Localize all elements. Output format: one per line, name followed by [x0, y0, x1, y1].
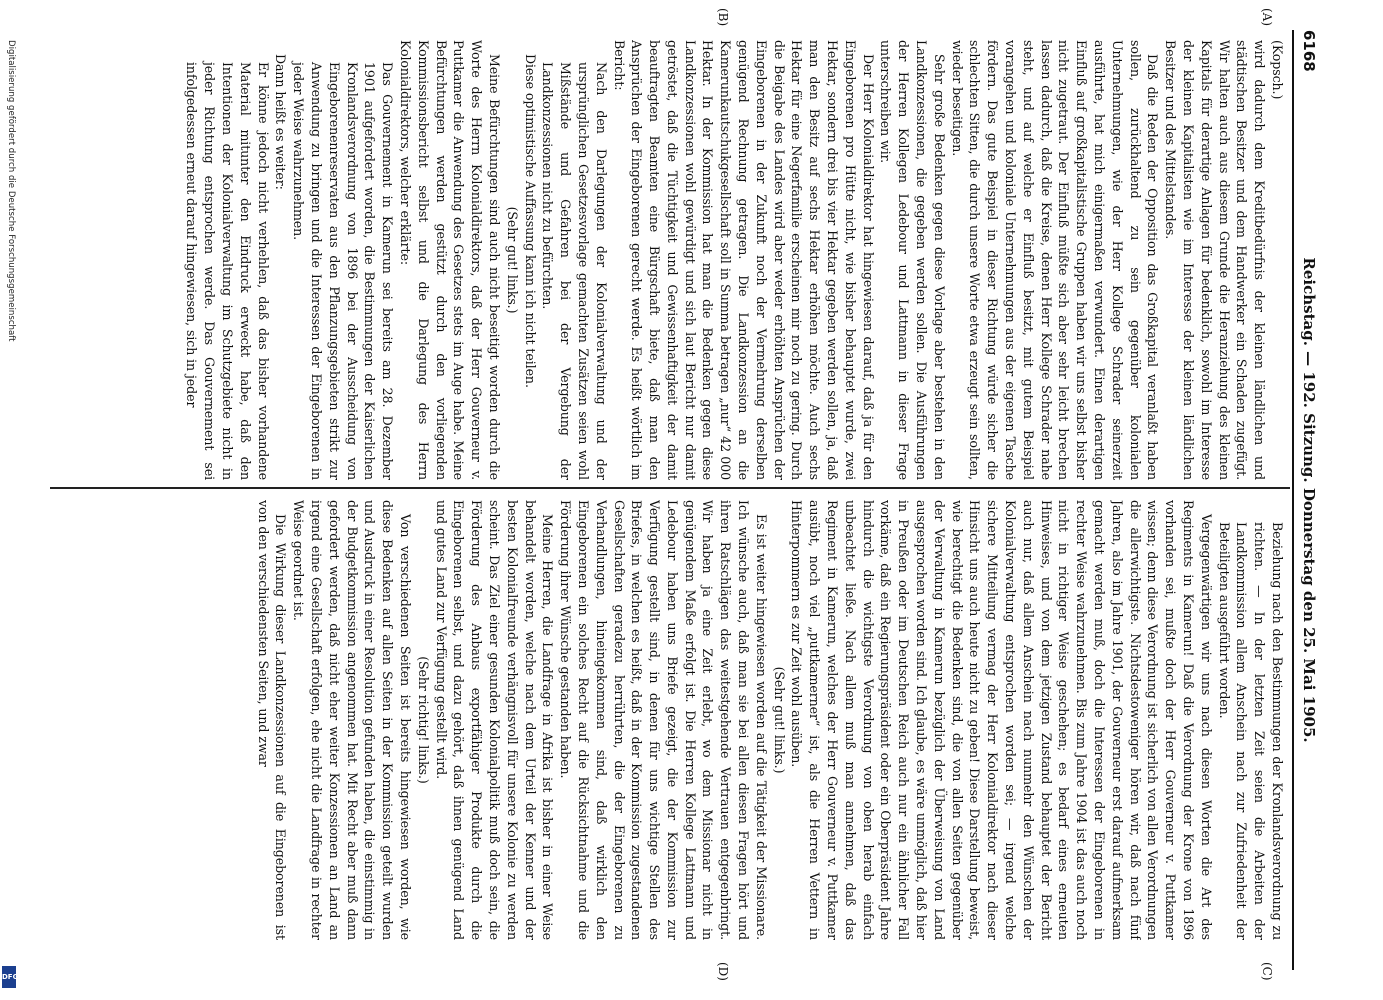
dfg-logo-icon: DFG	[2, 966, 16, 988]
paragraph: (Kopsch.)	[1270, 40, 1285, 100]
paragraph: Das Gouvernement in Kamerun sei bereits am 28. Dezember 1901 aufgefordert worden, die Bestimmungen der Kaiserlichen Kronlandsverordnung von 1896 bei der Ausscheidung von Eingeborenenreservaten aus den Pflanzungsgebieten strikt zur Anwendung zu bringen und die Interessen der Eingeborenen in jeder Weise wahrzunehmen.	[291, 62, 396, 480]
margin-marker-b: (B)	[716, 8, 730, 27]
paragraph: Beziehung nach den Bestimmungen der Kronlandsverordnung zu richten. — In der letzten Zeit seien die Arbeiten der Landkommission allem Anschein nach zur Zufriedenheit der Beteiligten ausgeführt worden.	[1216, 522, 1285, 940]
paragraph: (Sehr gut! links.)	[504, 206, 520, 314]
scanned-sheet	[30, 0, 1330, 1000]
paragraph: Von verschiedenen Seiten ist bereits hingewiesen worden, wie diese Bedenken auf allen Seiten in der Kommission geteilt wurden und Ausdruck in einer Resolution gefunden haben, die einstimmig in der Budgetkommission angenommen hat. Mit Recht aber muß dann gefordert werden, daß nicht eher weiter Konzessionen an Land an irgend eine Gesellschaft erfolgen, ehe nicht die Landfrage in rechter Weise geordnet ist.	[291, 500, 413, 940]
left-text-column	[56, 40, 1286, 480]
paragraph: Der Herr Kolonialdirektor hat hingewiesen darauf, daß ja für den Eingeborenen pro Hütte nicht, wie bisher behauptet wurde, zwei Hektar, sondern drei bis vier Hektar gegeben werden sollen, ja, daß man den Besitz auf sechs Hektar erhöhen möchte. Auch sechs Hektar für eine Negerfamilie erscheinen mir noch zu gering. Durch die Beigabe des Landes wird aber weder erhöhten Ansprüchen der Eingeborenen in der Zukunft noch der Vermehrung derselben genügend Rechnung getragen. Die Landkonzession an die Kamerunkautschukgesellschaft soll in Summa betragen „nur“ 42 000 Hektar. In der Kommission hat man die Bedenken gegen diese Landkonzessionen wohl gewürdigt und sich laut Bericht nur damit getröstet, daß die Tüchtigkeit und Gewissenhaftigkeit der damit beauftragten Beamten eine Bürgschaft biete, daß man den Ansprüchen der Eingeborenen gerecht werde. Es heißt wörtlich im Bericht:	[611, 40, 876, 480]
paragraph: Dann heißt es weiter:	[273, 54, 289, 190]
page-title: Reichstag. — 192. Sitzung. Donnerstag den 25. Mai 1905.	[1300, 257, 1318, 743]
paragraph: Meine Herren, die Landfrage in Afrika ist bisher in einer Weise behandelt worden, welche nach dem Urteil der Kenner und der besten Kolonialfreunde verhängnisvoll für unsere Kolonie zu werden scheint. Das Ziel einer gesunden Kolonialpolitik muß doch sein, die Förderung des Anbaus exportfähiger Produkte durch die Eingeborenen selbst, und dazu gehört, daß ihnen genügend Land und gutes Land zur Verfügung gestellt wird.	[433, 500, 556, 940]
page-header	[1292, 30, 1320, 970]
margin-marker-a: (A)	[1260, 8, 1274, 27]
paragraph: Vergegenwärtigen wir uns nach diesen Worten die Art des Regiments in Kamerun! Daß die Verordnung der Krone von 1896 vorhanden sei, mußte doch der Herr Gouverneur v. Puttkamer wissen; denn diese Verordnung ist sicherlich von allen Verordnungen die allerwichtigste. Nichtsdestoweniger hören wir, daß nach fünf Jahren, also im Jahre 1901, der Gouverneur erst darauf aufmerksam gemacht werden muß, doch die Interessen der Eingeborenen in rechter Weise wahrzunehmen. Bis zum Jahre 1904 ist das auch noch nicht in richtiger Weise geschehen; es bedarf eines erneuten Hinweises, und von dem jetzigen Zustand behauptet der Bericht auch nur, daß allem Anschein nach nunmehr den Wünschen der Kolonialverwaltung entsprochen worden sei; — irgend welche sichere Mitteilung vermag der Herr Kolonialdirektor nach dieser Hinsicht uns auch heute nicht zu geben! Diese Darstellung beweist, wie berechtigt die Bedenken sind, die von allen Seiten gegenüber der Verwaltung in Kamerun bezüglich der Überweisung von Land ausgesprochen worden sind. Ich glaube, es wäre unmöglich, daß hier in Preußen oder im Deutschen Reich auch nur ein ähnlicher Fall vorkäme, daß ein Regierungspräsident oder ein Oberpräsident Jahre hindurch die wichtigste Verordnung von oben herab einfach unbeachtet ließe. Nach allem muß man annehmen, daß das Regiment in Kamerun, welches der Herr Gouverneur v. Puttkamer ausübt, noch viel „puttkamerner“ ist, als die Herren Vettern in Hinterpommern es zur Zeit wohl ausüben.	[789, 500, 1214, 940]
margin-marker-c: (C)	[1260, 962, 1274, 981]
column-divider	[50, 487, 1290, 489]
paragraph: Es ist weiter hingewiesen worden auf die Tätigkeit der Missionare. Ich wünsche auch, daß man sie bei allen diesen Fragen hört und ihren Ratschlägen das weitestgehende Vertrauen entgegenbringt. Wir haben ja eine Zeit erlebt, wo dem Missionar nicht in genügendem Maße erfolgt ist. Die Herren Kollege Lattmann und Ledebour haben uns Briefe gezeigt, die der Kommission zur Verfügung gestellt sind, in denen für uns wichtige Stellen des Briefes, in welchen es heißt, daß in der Kommission zugestandenen Gesellschaften geradezu herrührten, die der Eingeborenen zu Verhandlungen, hineingekommen sind, daß wirklich den Eingeborenen ein solches Recht auf die Rücksichtnahme und die Förderung ihrer Wünsche gestanden haben.	[558, 500, 769, 940]
paragraph: Er könne jedoch nicht verhehlen, daß das bisher vorhandene Material mitunter den Eindruck erweckt habe, daß den Intentionen der Kolonialverwaltung im Schutzgebiete nicht in jeder Richtung entsprochen werde. Das Gouvernement sei infolgedessen erneut darauf hingewiesen, sich in jeder	[184, 62, 271, 480]
paragraph: Diese optimistische Auffassung kann ich nicht teilen.	[522, 54, 538, 388]
right-text-column	[56, 500, 1286, 940]
paragraph: (Sehr gut! links.)	[771, 666, 787, 774]
paragraph: Daß die Reden der Opposition das Großkapital veranlaßt haben sollen, zurückhaltend zu sein gegenüber kolonialen Unternehmungen, wie der Herr Kollege Schrader seinerzeit ausführte, hat mich einigermaßen verwundert. Einen derartigen Einfluß auf großkapitalistische Gruppen haben wir uns selbst bisher nicht zugetraut. Der Einfluß müßte sich aber sehr leicht brechen lassen dadurch, daß die Kreise, denen Herr Kollege Schrader nahe steht, und auf welche er Einfluß besitzt, mit gutem Beispiel vorangehen und koloniale Unternehmungen aus der eigenen Tasche fördern. Das gute Beispiel in dieser Richtung würde sicher die schlechten Sitten, die durch unsere Worte etwa erzeugt sein sollten, wieder beseitigen.	[949, 40, 1161, 480]
paragraph: Sehr große Bedenken gegen diese Vorlage aber bestehen in den Landkonzessionen, die gegeben werden sollen. Die Ausführungen der Herren Kollegen Ledebour und Lattmann in dieser Frage unterschreiben wir.	[878, 40, 947, 480]
margin-marker-d: (D)	[716, 962, 730, 981]
credit-text: Digitalisierung gefördert durch die Deutsche Forschungsgemeinschaft	[6, 40, 16, 342]
digitization-credit	[4, 40, 18, 980]
paragraph: Die Wirkung dieser Landkonzessionen auf die Eingeborenen ist von den verschiedensten Seiten, und zwar	[255, 500, 289, 940]
paragraph: Meine Befürchtungen sind auch nicht beseitigt worden durch die Worte des Herrn Kolonialdirektors, daß der Herr Gouverneur v. Puttkamer die Anwendung des Gesetzes stets im Auge habe. Meine Befürchtungen werden gestützt durch den vorliegenden Kommissionsbericht selbst und die Darlegung des Herrn Kolonialdirektors, welcher erklärte:	[397, 40, 502, 480]
paragraph: wird dadurch dem Kreditbedürfnis der kleinen ländlichen und städtischen Besitzer und dem Handwerker ein Schaden zugefügt. Wir halten auch aus diesem Grunde die Heranziehung des kleinen Kapitals für derartige Anlagen für bedenklich, sowohl im Interesse der kleinen Kapitalisten wie im Interesse der kleinen ländlichen Besitzer und des Mittelstandes.	[1163, 40, 1268, 480]
page-number: 6168	[1300, 30, 1318, 72]
paragraph: (Sehr richtig! links.)	[415, 656, 431, 784]
paragraph: Nach den Darlegungen der Kolonialverwaltung und der ursprünglichen Gesetzesvorlage gemachten Zusätzen seien wohl Mißstände und Gefahren bei der Vergebung der Landkonzessionen nicht zu befürchten.	[540, 62, 609, 480]
